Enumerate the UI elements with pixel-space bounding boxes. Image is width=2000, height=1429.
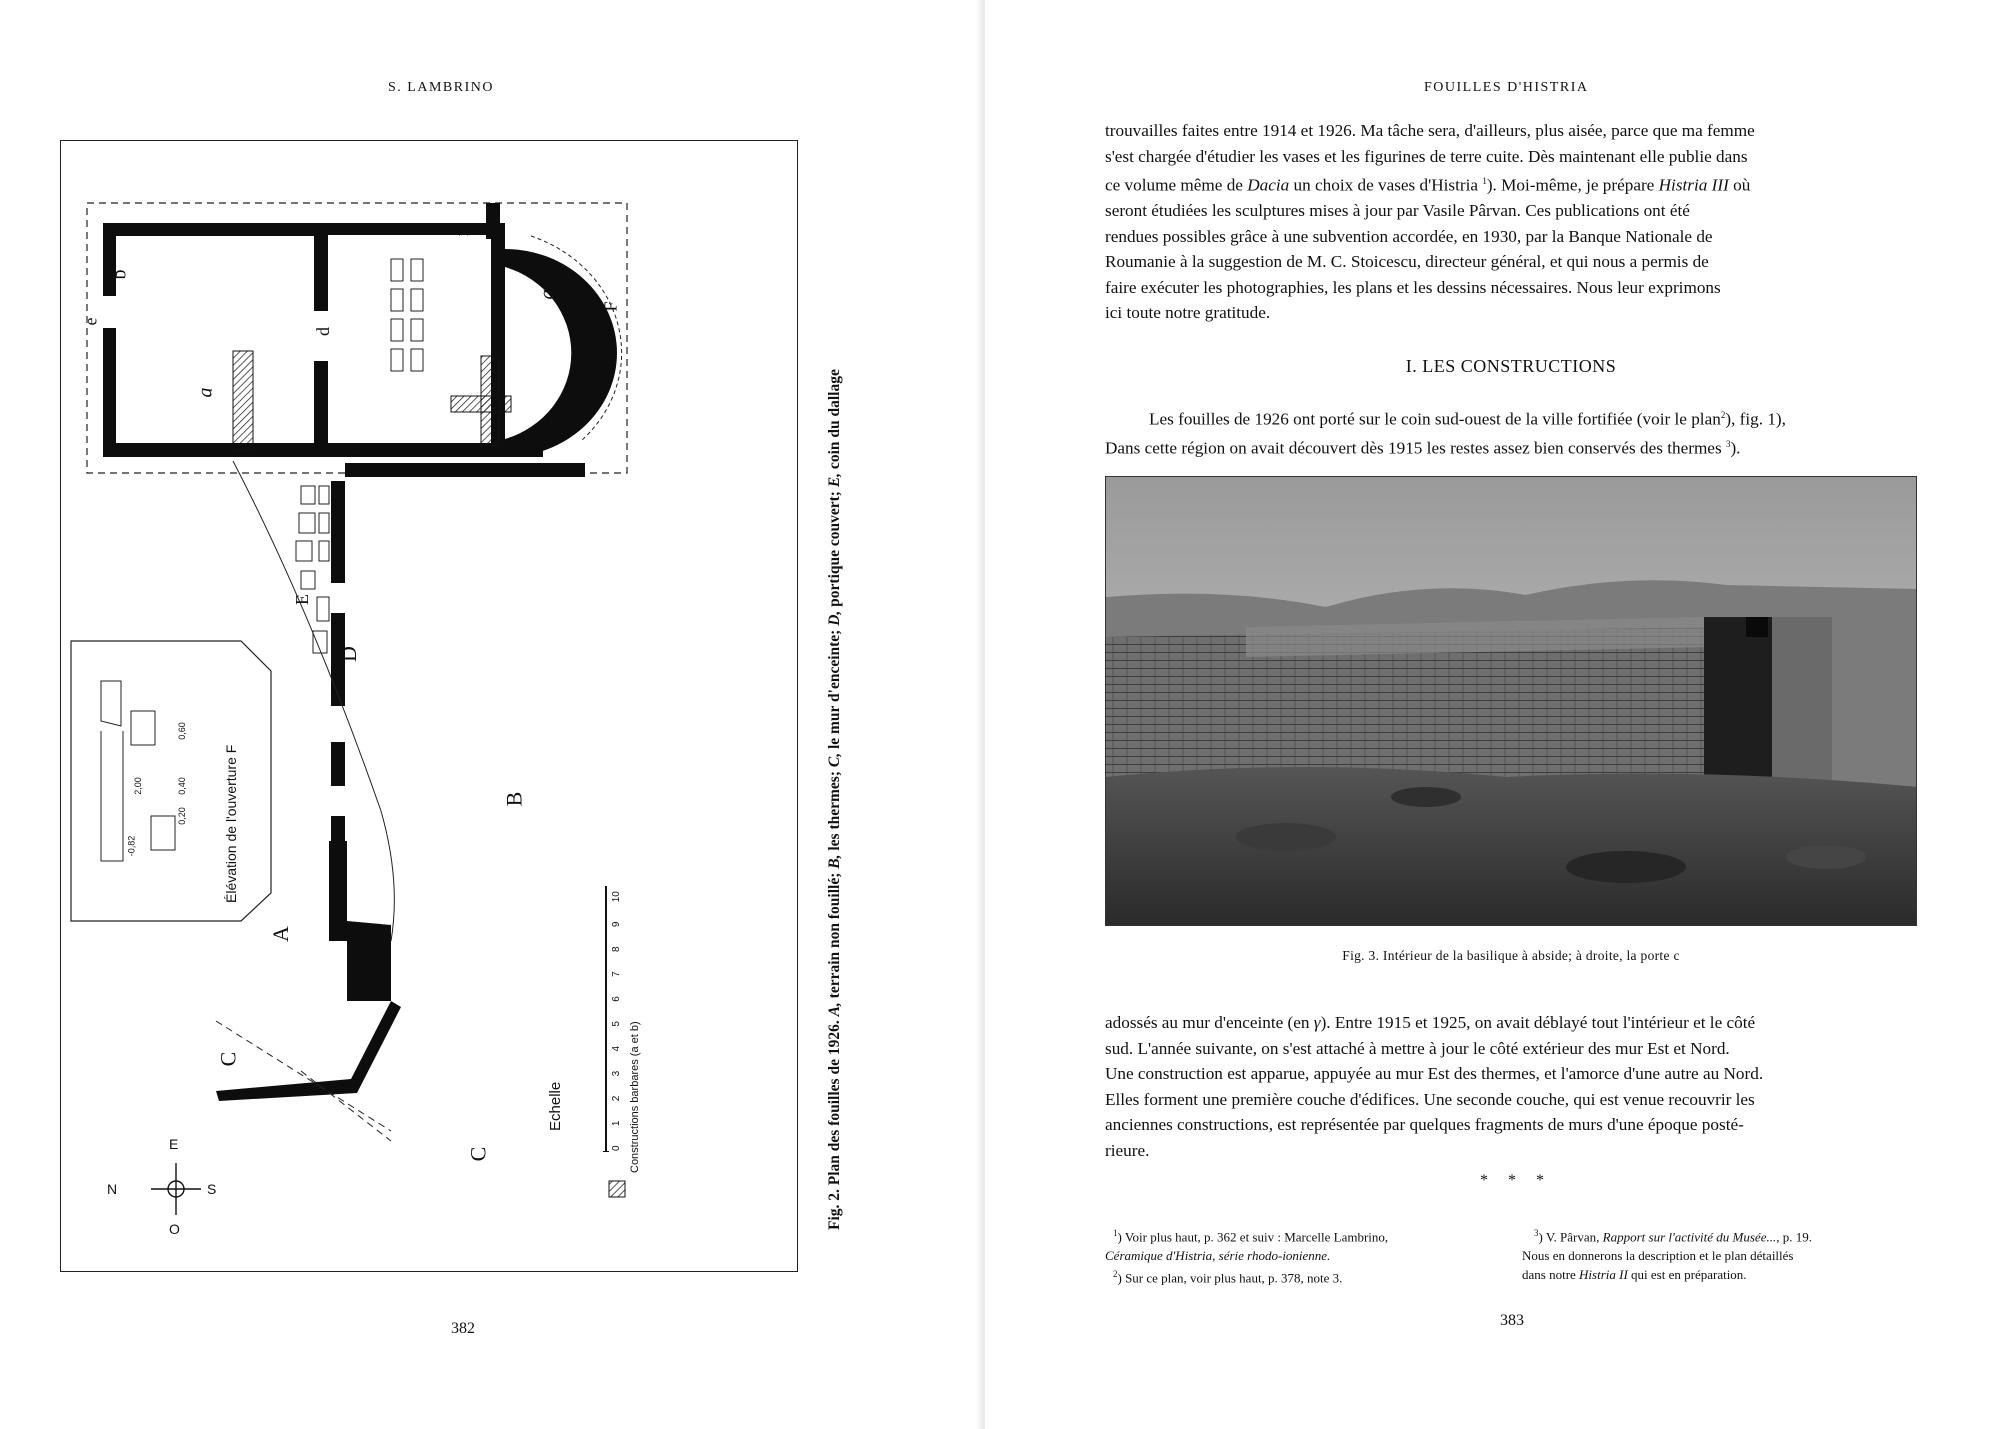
para1-line-8: ici toute notre gratitude. <box>1105 303 1271 323</box>
para1-line-1: trouvailles faites entre 1914 et 1926. Ma tâche sera, d'ailleurs, plus aisée, parce que ma femme <box>1105 121 1755 140</box>
elevation-dim-1: 0,60 <box>176 722 187 740</box>
label-C-bottom: C <box>465 1146 491 1162</box>
label-F: F <box>600 301 621 312</box>
label-B: B <box>501 791 527 807</box>
section-title: I. LES CONSTRUCTIONS <box>1405 356 1617 376</box>
footnote-3: $^3$) V. Pârvan, Rapport sur l'activité du Musée..., p. 19. <box>1534 1228 1812 1245</box>
elevation-dim-3: 0,40 <box>176 777 187 795</box>
paragraph-3 <box>1105 1010 1917 1163</box>
para1-line-5: rendues possibles grâce à une subvention accordée, en 1930, par la Banque Nationale de <box>1105 226 1713 246</box>
elevation-dim-5: -0,82 <box>126 835 137 857</box>
para3-line-4: Elles forment une première couche d'édifices. Une seconde couche, qui est venue recouvrir les <box>1105 1089 1755 1109</box>
footnotes-col-1 <box>1105 1224 1500 1288</box>
elevation-dim-4: 0,20 <box>176 807 187 825</box>
para2-line-2: Dans cette région on avait découvert dès 1915 les restes assez bien conservés des thermes $^3$). <box>1105 438 1741 458</box>
left-page-number: 382 <box>451 1320 475 1337</box>
footnote-3-cont-2: dans notre Histria II qui est en préparation. <box>1522 1267 1747 1283</box>
compass-s: S <box>207 1181 217 1197</box>
paragraph-2 <box>1105 403 1917 461</box>
label-A: A <box>267 926 293 942</box>
para3-line-5: anciennes constructions, est représentée par quelques fragments de murs d'une époque posté- <box>1105 1115 1744 1134</box>
para3-line-3: Une construction est apparue, appuyée au mur Est des thermes, et l'amorce d'une autre au Nord. <box>1105 1064 1764 1083</box>
label-c: c <box>346 445 367 454</box>
fig3-photograph <box>1105 476 1917 926</box>
right-page-number: 383 <box>1500 1312 1524 1329</box>
compass-o: O <box>169 1221 180 1237</box>
label-E: E <box>292 594 312 605</box>
label-a-left: a <box>194 387 217 398</box>
compass-e: E <box>169 1136 179 1152</box>
para1-line-7: faire exécuter les photographies, les plans et les dessins nécessaires. Nous leur exprimons <box>1105 277 1721 297</box>
elevation-dim-2: 2,00 <box>132 777 143 795</box>
para1-line-2: s'est chargée d'étudier les vases et les figurines de terre cuite. Dès maintenant elle publie dans <box>1105 146 1748 166</box>
para3-line-2: sud. L'année suivante, on s'est attaché à mettre à jour le côté extérieur des mur Est et Nord. <box>1105 1038 1730 1058</box>
apse-wall <box>505 249 617 457</box>
paragraph-1 <box>1105 118 1917 326</box>
para3-line-6: rieure. <box>1105 1140 1150 1160</box>
label-d: d <box>313 327 333 336</box>
para1-line-6: Roumanie à la suggestion de M. C. Stoicescu, directeur général, et qui nous a permis de <box>1105 252 1709 272</box>
label-b: b <box>108 269 131 280</box>
footnote-1-cont: Céramique d'Histria, série rhodo-ionienne. <box>1105 1248 1331 1264</box>
footnote-1: $^1$) Voir plus haut, p. 362 et suiv : Marcelle Lambrino, <box>1113 1228 1389 1245</box>
right-running-head: FOUILLES D'HISTRIA <box>1424 80 1589 95</box>
excavation-plan <box>60 140 798 1272</box>
scale-title: Echelle <box>547 1081 564 1131</box>
footnotes-col-2 <box>1522 1224 1917 1284</box>
para2-line-1: Les fouilles de 1926 ont porté sur le coin sud-ouest de la ville fortifiée (voir le plan$^2$), fig. 1), <box>1149 409 1786 429</box>
label-D: D <box>335 646 361 662</box>
fig3-caption: Fig. 3. Intérieur de la basilique à abside; à droite, la porte c <box>1342 948 1680 963</box>
barbarian-construction-b <box>481 356 499 446</box>
plan-drawing <box>61 141 799 1273</box>
photo-rendering <box>1106 477 1917 926</box>
label-f: f <box>451 230 472 237</box>
label-C-top: C <box>215 1051 241 1067</box>
left-page <box>0 0 985 1429</box>
footnote-2: $^2$) Sur ce plan, voir plus haut, p. 378, note 3. <box>1113 1269 1343 1286</box>
footnote-3-cont-1: Nous en donnerons la description et le plan détaillés <box>1522 1248 1794 1264</box>
section-break-stars: * * * <box>1480 1172 1552 1189</box>
label-a-right: a <box>536 289 559 300</box>
para1-line-4: seront étudiées les sculptures mises à jour par Vasile Pârvan. Ces publications ont été <box>1105 201 1690 221</box>
barbarian-construction-a <box>233 351 253 451</box>
left-running-head: S. LAMBRINO <box>388 80 494 95</box>
fig2-caption: Fig. 2. Plan des fouilles de 1926. A, terrain non fouillé; B, les thermes; C, le mur d'enceinte; D, portique couvert; E, coin du dallage <box>826 369 843 1230</box>
scale-ticks: 0 1 2 3 4 5 6 7 8 9 10 <box>611 891 622 1151</box>
compass-rose <box>151 1163 201 1215</box>
label-e: e <box>80 317 101 326</box>
compass-n: N <box>107 1181 118 1197</box>
para1-line-3: ce volume même de Dacia un choix de vases d'Histria $^1$). Moi-même, je prépare Histria III où <box>1105 175 1751 195</box>
elevation-title: Élévation de l'ouverture F <box>223 744 239 903</box>
legend-text: Constructions barbares (a et b) <box>629 1021 641 1173</box>
para3-line-1: adossés au mur d'enceinte (en γ). Entre 1915 et 1925, on avait déblayé tout l'intérieur et le côté <box>1105 1013 1756 1032</box>
